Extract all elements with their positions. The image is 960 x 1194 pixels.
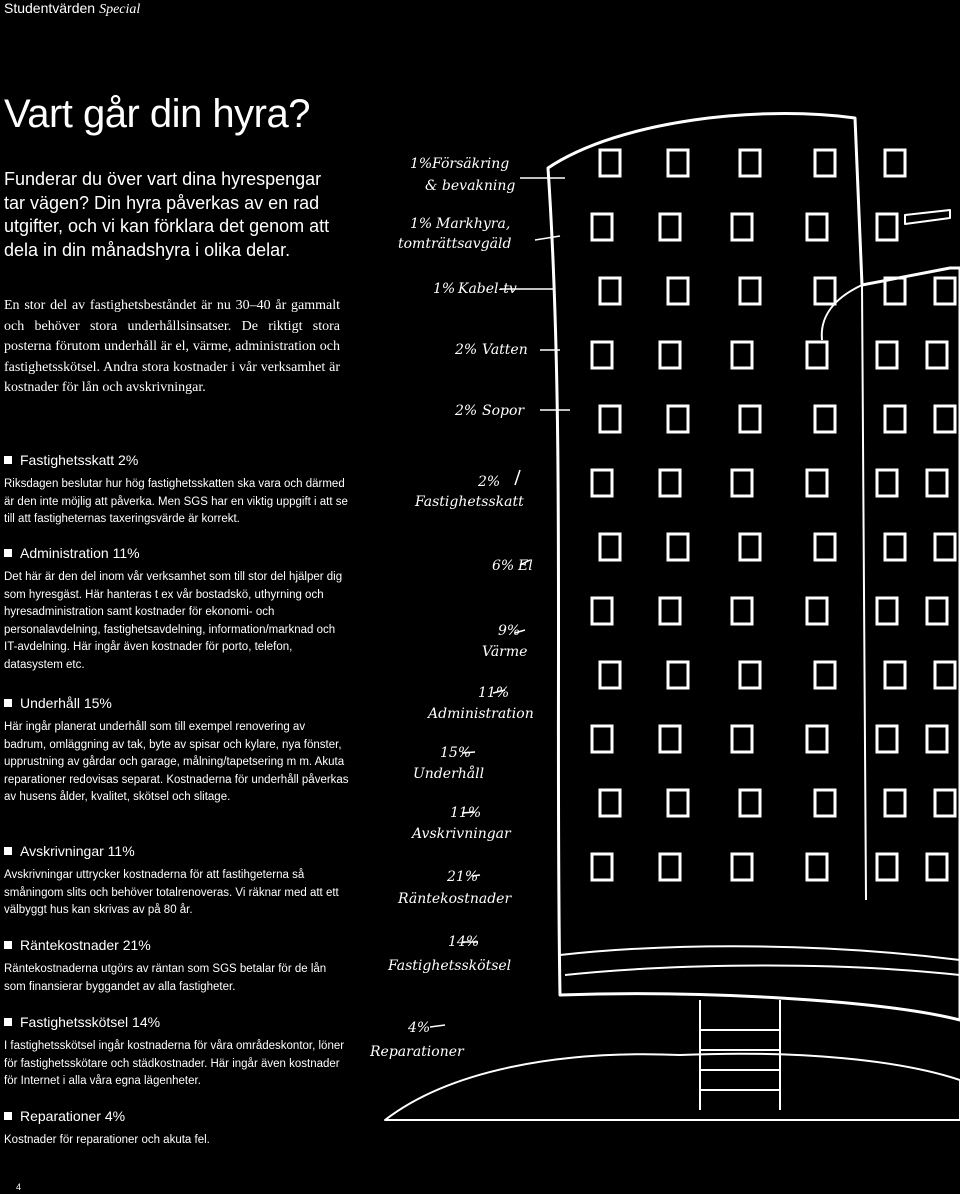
label-underhall: Underhåll <box>413 766 485 782</box>
serif-paragraph: En stor del av fastighetsbeståndet är nu 30–40 år gammalt och behöver stora underhållsinsatser. De riktigt stora posterna förutom underhåll är el, värme, administration och fastighetsskötsel. Andra stora kostnader i vår verksamhet är kostnader för lån och avskrivningar. <box>4 298 340 395</box>
label-administration-pct: 11% <box>478 685 510 701</box>
label-markhyra-2: tomträttsavgäld <box>398 236 512 252</box>
window-shape <box>885 150 905 176</box>
section-text: I fastighetsskötsel ingår kostnaderna för våra områdeskontor, löner för fastighetsskötare och städkostnader. Här ingår även kostnader för Internet i alla våra egna lägenheter. <box>4 1040 345 1087</box>
section-heading: Reparationer 4% <box>20 1108 126 1124</box>
label-forsakring-pct: 1% <box>410 156 433 172</box>
section-text: Räntekostnaderna utgörs av räntan som SGS betalar för de lån som finansierar byggandet av alla fastigheter. <box>4 963 327 993</box>
label-rantekostnader-pct: 21% <box>447 869 479 885</box>
section-heading: Administration 11% <box>20 545 140 561</box>
label-avskrivningar: Avskrivningar <box>412 826 511 842</box>
label-administration: Administration <box>428 706 534 722</box>
section-text: Avskrivningar uttrycker kostnaderna för att fastihgeterna så småningom slits och behöver totalrenoveras. Vi räknar med att ett välbyggt hus kan skrivas av på 80 år. <box>4 869 339 916</box>
building-labels <box>369 156 534 1060</box>
label-underhall-pct: 15% <box>440 745 472 761</box>
label-kabeltv-pct: 1% <box>433 281 456 297</box>
page-number: 4 <box>16 1182 22 1192</box>
label-fastighetsskotsel: Fastighetsskötsel <box>388 958 512 974</box>
label-forsakring: Försäkring <box>432 156 510 172</box>
label-forsakring-2: & bevakning <box>425 178 516 194</box>
header-section: Studentvärden <box>4 0 96 16</box>
section-text: Kostnader för reparationer och akuta fel. <box>4 1134 210 1146</box>
label-avskrivningar-pct: 11% <box>450 805 482 821</box>
section-heading: Fastighetsskatt 2% <box>20 452 139 468</box>
section-text: Det här är den del inom vår verksamhet som till stor del hjälper dig som hyresgäst. Här hanteras t ex vår bostadskö, uthyrning och hyresadministration samt kostnader för ekonomi- och personalavdelning, fastighetsavdelning, information/marknad och IT-avdelning. Här ingår även kostnader för porto, telefon, datasystem etc. <box>4 571 343 671</box>
label-markhyra-pct: 1% <box>410 216 433 232</box>
label-el-pct: 6% <box>492 558 515 574</box>
label-fastighetsskotsel-pct: 14% <box>448 934 480 950</box>
label-markhyra: Markhyra, <box>436 216 511 232</box>
label-kabeltv: Kabel-tv <box>458 281 517 297</box>
section-text: Här ingår planerat underhåll som till exempel renovering av badrum, omläggning av tak, byte av spisar och kylare, nya fönster, upprustning av gårdar och garage, målning/tapetsering m m. Akuta reparationer redovisas separat. Kostnaderna för underhåll påverkas av husens ålder, kvalitet, skötsel och slitage. <box>4 721 349 803</box>
label-rantekostnader: Räntekostnader <box>398 891 512 907</box>
label-reparationer: Reparationer <box>370 1044 464 1060</box>
intro-paragraph: Funderar du över vart dina hyrespengar tar vägen? Din hyra påverkas av en rad utgifter, och vi kan förklara det genom att dela in din månadshyra i olika delar. <box>4 169 330 260</box>
label-sopor: Sopor <box>482 403 525 419</box>
label-varme-pct: 9% <box>498 623 521 639</box>
header-special: Special <box>99 2 141 17</box>
section-heading: Avskrivningar 11% <box>20 843 135 859</box>
window-shape <box>877 214 897 240</box>
page-title: Vart går din hyra? <box>4 92 310 136</box>
label-el: El <box>518 558 533 574</box>
section-heading: Underhåll 15% <box>20 695 112 711</box>
section-text: Riksdagen beslutar hur hög fastighetsskatten ska vara och därmed är den inte möjlig att påverka. Men SGS har en viktig uppgift i att se till att fastigheternas taxeringsvärde är korrekt. <box>4 478 348 525</box>
section-heading: Räntekostnader 21% <box>20 937 151 953</box>
label-reparationer-pct: 4% <box>408 1020 431 1036</box>
label-sopor-pct: 2% <box>455 403 478 419</box>
label-vatten-pct: 2% <box>455 342 478 358</box>
section-heading: Fastighetsskötsel 14% <box>20 1014 161 1030</box>
label-fastighetsskatt: Fastighetsskatt <box>415 494 524 510</box>
label-vatten: Vatten <box>482 342 528 358</box>
label-varme: Värme <box>482 644 528 660</box>
label-fastighetsskatt-pct: 2% <box>478 474 501 490</box>
